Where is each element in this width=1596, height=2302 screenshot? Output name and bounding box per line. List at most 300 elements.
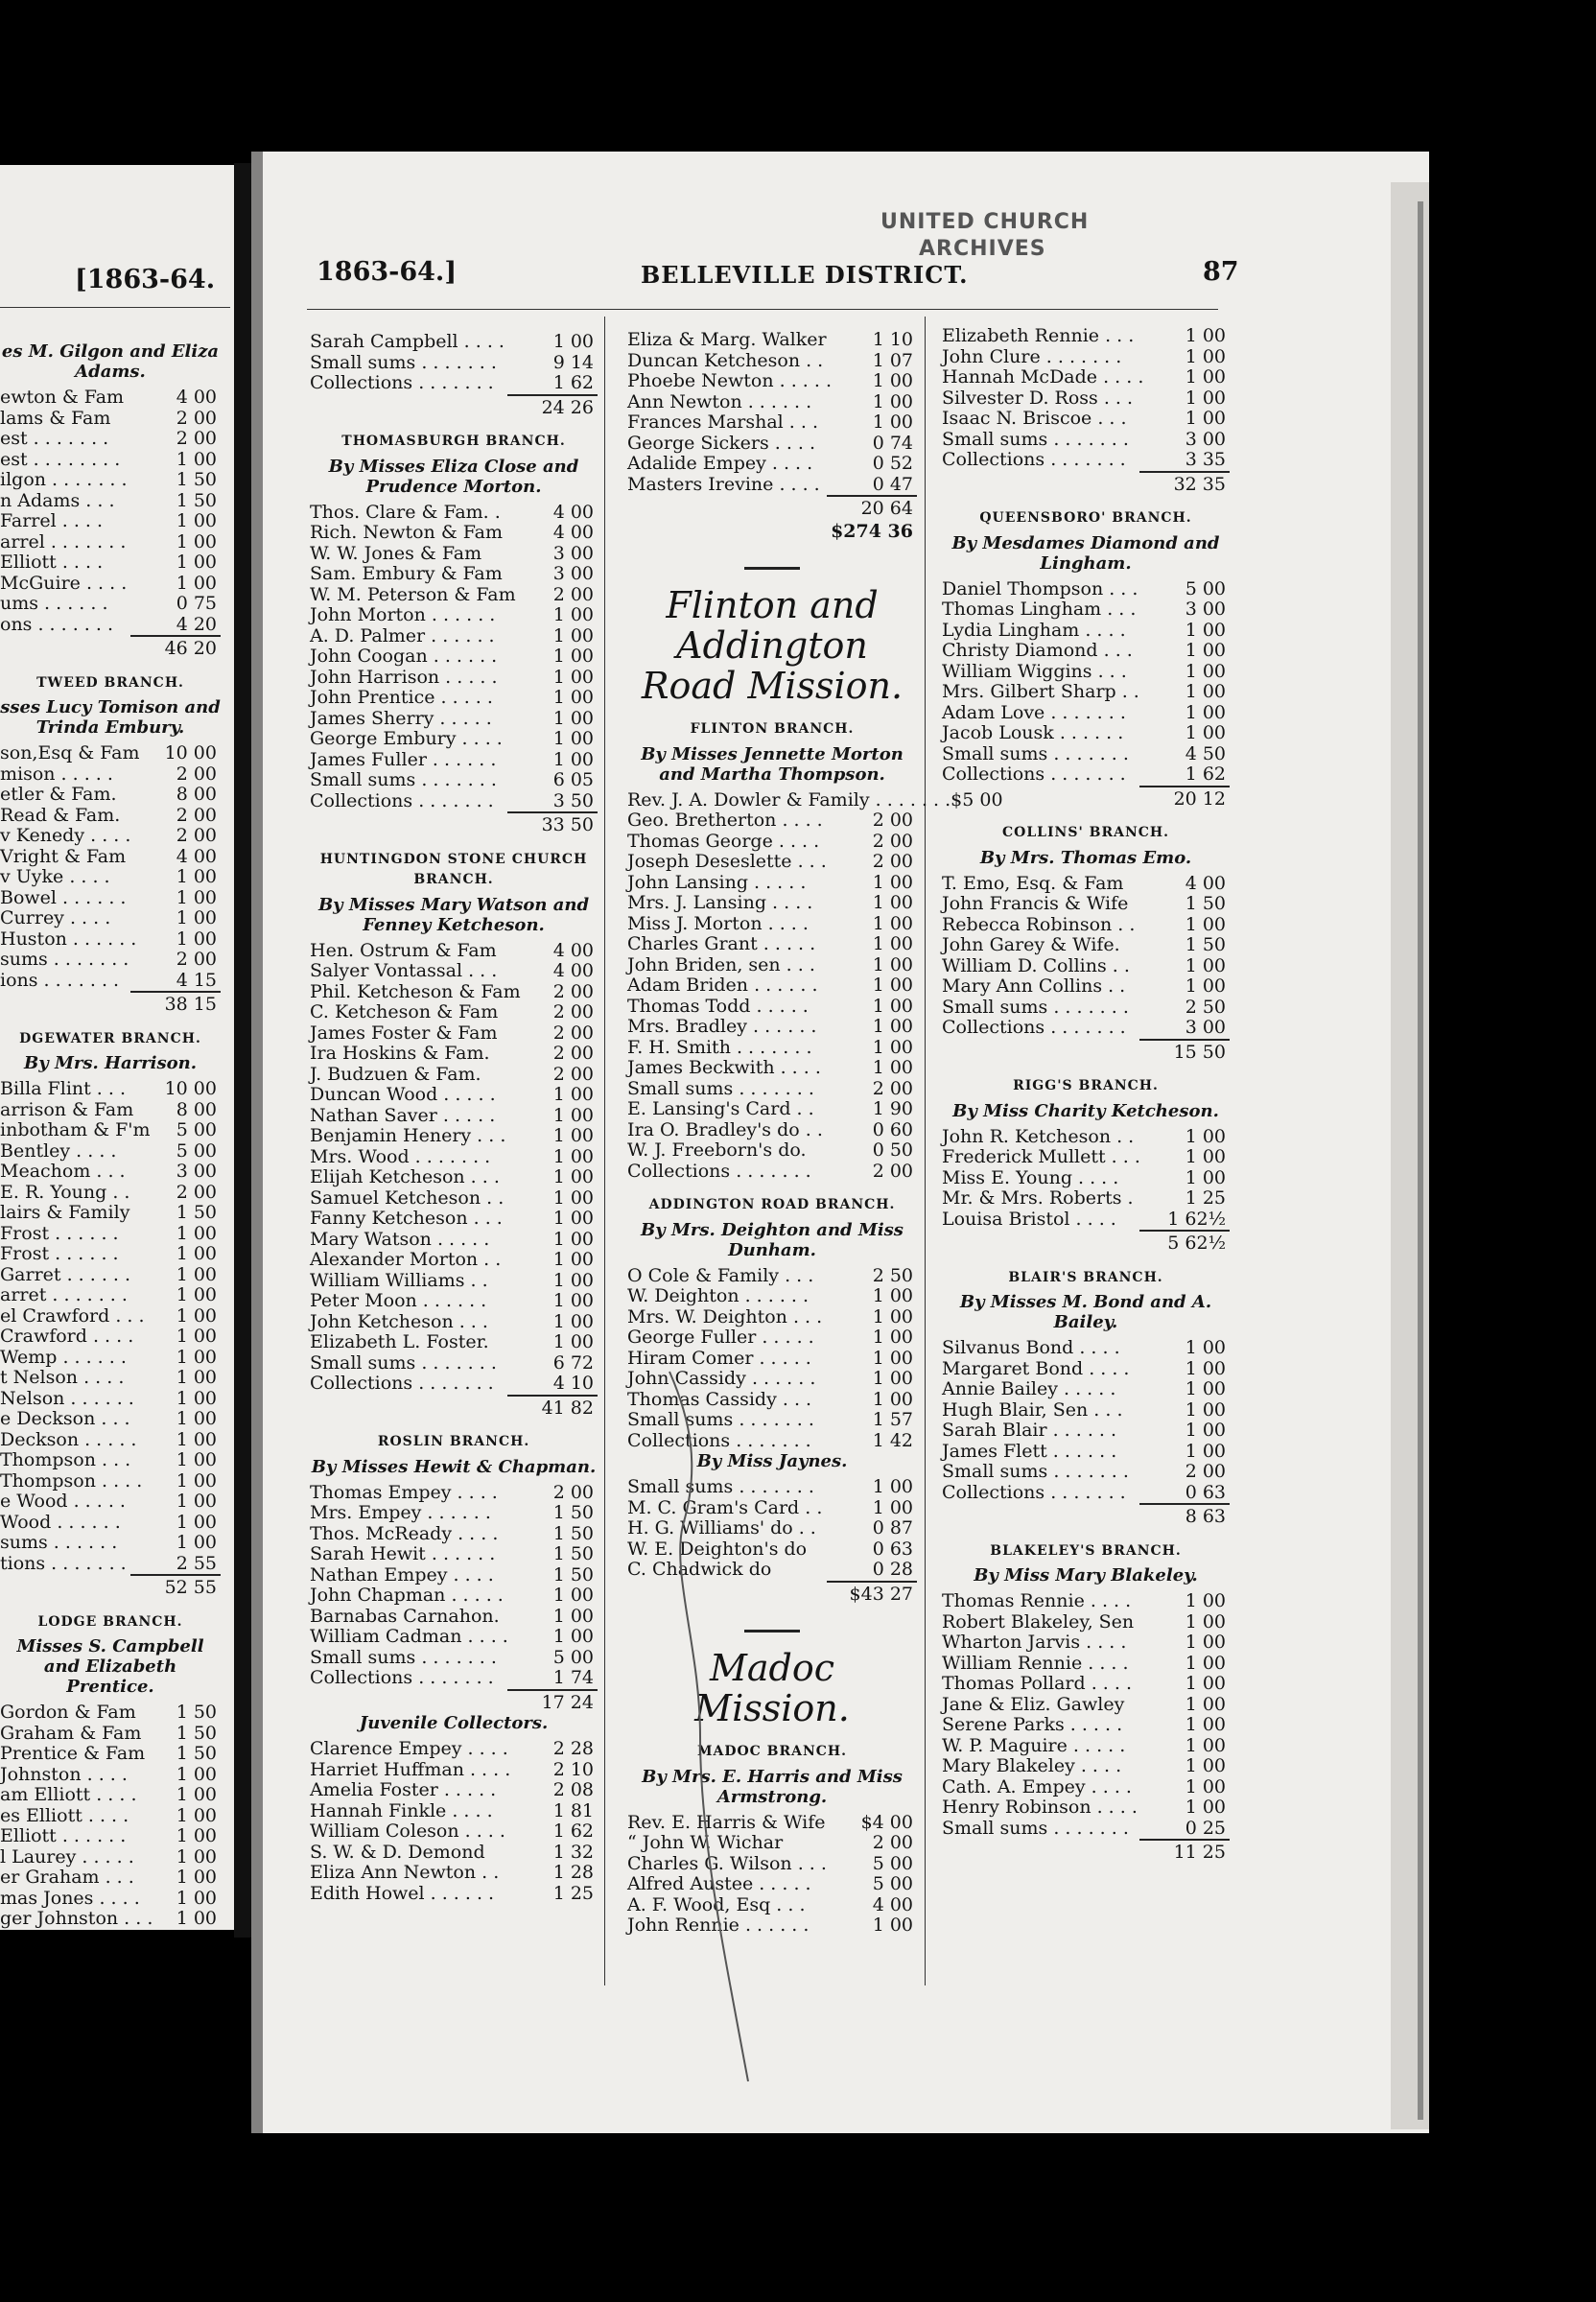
contribution-amount: $4 00	[860, 1811, 913, 1833]
contributor-name: James Foster & Fam	[310, 1022, 498, 1044]
contribution-row	[0, 1100, 221, 1121]
contributor-name: Thomas Empey . . . .	[310, 1481, 498, 1503]
contribution-row	[0, 1889, 221, 1910]
contribution-amount: 1 00	[552, 624, 594, 646]
contributor-name: Mrs. Empey . . . . . .	[310, 1502, 491, 1523]
running-header-year: 1863-64.]	[317, 257, 458, 287]
contribution-amount: 1 00	[872, 370, 913, 391]
contributor-name: Ira O. Bradley's do . .	[627, 1118, 823, 1140]
contribution-row	[627, 852, 917, 873]
contribution-amount: 1 00	[176, 886, 217, 908]
contributor-name: Mary Watson . . . . .	[310, 1228, 490, 1250]
contribution-row	[942, 347, 1230, 368]
contributor-name: sums . . . . . .	[0, 1532, 118, 1553]
contribution-amount: 1 57	[872, 1409, 913, 1430]
contributor-name: Edith Howel . . . . . .	[310, 1882, 495, 1904]
contribution-row	[0, 1909, 221, 1930]
contributor-name: Jane & Eliz. Gawley	[942, 1693, 1125, 1715]
contribution-amount: 3 00	[1185, 428, 1226, 450]
contributor-name: ums . . . . . .	[0, 593, 108, 614]
contributor-name: lairs & Family	[0, 1202, 130, 1223]
contributor-name: es Elliott . . . .	[0, 1804, 129, 1826]
branch-heading: QUEENSBORO' BRANCH.	[979, 510, 1192, 526]
contributor-name: ions . . . . . . .	[0, 969, 120, 991]
contribution-row	[942, 998, 1230, 1019]
contributor-name: Geo. Bretherton . . . .	[627, 810, 823, 831]
contribution-amount: 1 00	[176, 1511, 217, 1533]
contributor-name: Charles Grant . . . . .	[627, 933, 816, 954]
contribution-amount: 1 00	[552, 1310, 594, 1332]
contribution-amount: 1 00	[176, 1387, 217, 1409]
contribution-amount: 0 47	[872, 473, 913, 495]
contributor-name: son,Esq & Fam	[0, 742, 140, 763]
contributor-name: er Graham . . .	[0, 1867, 134, 1888]
contribution-row	[310, 1739, 598, 1760]
contribution-row	[942, 430, 1230, 451]
page-gutter-shadow	[251, 152, 263, 2133]
contribution-amount: 1 00	[176, 866, 217, 887]
contribution-row	[942, 367, 1230, 388]
contributor-name: Miss E. Young . . . .	[942, 1166, 1119, 1188]
total-amount: 52 55	[130, 1574, 221, 1599]
contribution-amount: 1 00	[176, 1243, 217, 1264]
contribution-row	[627, 810, 917, 832]
contribution-amount: 8 00	[176, 784, 217, 805]
contributor-name: Collections . . . . . . .	[627, 1429, 811, 1451]
contribution-amount: 0 63	[872, 1538, 913, 1560]
contribution-amount: 2 00	[176, 428, 217, 449]
contribution-row	[942, 1359, 1230, 1380]
contribution-amount: 4 00	[552, 501, 594, 523]
contributor-name: Silvester D. Ross . . .	[942, 387, 1134, 409]
contributor-name: Silvanus Bond . . . .	[942, 1337, 1120, 1358]
contribution-row	[0, 511, 221, 532]
contribution-amount: 1 62	[552, 372, 594, 393]
contributor-name: M. C. Gram's Card . .	[627, 1496, 823, 1518]
contribution-amount: 10 00	[164, 1078, 217, 1099]
contribution-row	[310, 982, 598, 1003]
contribution-row	[310, 1065, 598, 1086]
contributor-name: Collections . . . . . . .	[942, 1017, 1126, 1038]
contributor-name: John Francis & Wife	[942, 893, 1129, 914]
contributor-name: Hugh Blair, Sen . . .	[942, 1398, 1123, 1421]
contribution-row	[627, 788, 1003, 811]
contribution-amount: 1 00	[1185, 1797, 1226, 1818]
contribution-row	[310, 1801, 598, 1822]
contribution-row	[0, 929, 221, 951]
contributor-name: Hannah McDade . . . .	[942, 366, 1144, 388]
contribution-row	[627, 997, 917, 1018]
contribution-amount: 1 00	[552, 1208, 594, 1229]
contribution-row	[942, 1188, 1230, 1210]
contribution-amount: 4 10	[552, 1373, 594, 1394]
pencil-mark	[662, 1333, 777, 2101]
contributor-name: Hannah Finkle . . . .	[310, 1799, 493, 1821]
contribution-amount: 1 50	[176, 469, 217, 490]
contribution-amount: 1 00	[552, 687, 594, 708]
book-spine	[234, 163, 251, 1938]
contribution-amount: 1 00	[176, 1532, 217, 1553]
contribution-amount: 1 00	[1185, 1420, 1226, 1441]
contributor-name: Nathan Saver . . . . .	[310, 1104, 496, 1126]
contributor-name: Mrs. Wood . . . . . . .	[310, 1145, 491, 1167]
contribution-row	[0, 615, 221, 636]
contribution-row	[942, 915, 1230, 936]
contributor-name: Thomas Todd . . . . .	[627, 995, 809, 1017]
section-divider	[744, 567, 800, 570]
contribution-row	[0, 1183, 221, 1204]
contribution-amount: 4 00	[552, 939, 594, 961]
contributor-name: Hiram Comer . . . . .	[627, 1347, 811, 1369]
contribution-amount: 2 00	[552, 1481, 594, 1503]
contribution-row	[310, 1648, 598, 1669]
contribution-amount: 1 00	[1185, 325, 1226, 346]
contribution-row	[310, 1780, 598, 1801]
contribution-amount: 1 00	[1185, 1166, 1226, 1188]
contributor-name: arret . . . . . . .	[0, 1284, 128, 1305]
contribution-row	[0, 1513, 221, 1534]
contribution-amount: 2 00	[552, 583, 594, 605]
contributor-name: Lydia Lingham . . . .	[942, 619, 1126, 641]
contributor-name: Jacob Lousk . . . . . .	[942, 722, 1124, 743]
contribution-amount: 1 00	[872, 1368, 913, 1389]
contribution-amount: 0 52	[872, 453, 913, 474]
contribution-amount: 1 00	[176, 1284, 217, 1305]
contribution-amount: 2 00	[872, 1160, 913, 1182]
contribution-amount: 2 00	[1185, 1461, 1226, 1482]
contribution-amount: 1 00	[1185, 1652, 1226, 1674]
contribution-row	[310, 1085, 598, 1106]
collectors-line: By Mrs. E. Harris and Miss Armstrong.	[642, 1766, 903, 1807]
contribution-amount: 1 00	[1185, 366, 1226, 388]
contribution-row	[0, 1554, 221, 1575]
contributor-name: v Uyke . . . .	[0, 866, 110, 887]
contribution-amount: 1 32	[552, 1841, 594, 1863]
contribution-row	[310, 1565, 598, 1586]
contribution-row	[310, 770, 598, 791]
contribution-row	[0, 908, 221, 929]
contributor-name: W. Deighton . . . . . .	[627, 1285, 810, 1306]
column-rule-1	[604, 317, 605, 1985]
contribution-row	[0, 450, 221, 471]
page-edge-line	[1418, 201, 1423, 2120]
contribution-amount: 5 00	[872, 1873, 913, 1894]
contribution-amount: 1 00	[872, 1388, 913, 1410]
contributor-name: H. G. Williams' do . .	[627, 1517, 816, 1539]
contributor-name: James Beckwith . . . .	[627, 1057, 821, 1078]
collectors-line: By Mrs. Thomas Emo.	[979, 847, 1192, 868]
contribution-amount: 4 20	[176, 613, 217, 635]
contribution-row	[310, 544, 598, 565]
contribution-amount: 8 00	[176, 1098, 217, 1120]
section-total	[310, 394, 598, 419]
contribution-amount: 1 00	[872, 995, 913, 1017]
contributor-name: Small sums . . . . . . .	[627, 1409, 814, 1430]
contribution-row	[0, 574, 221, 595]
contribution-row	[627, 1017, 917, 1038]
contributor-name: James Fuller . . . . . .	[310, 748, 497, 770]
contribution-amount: 1 25	[552, 1882, 594, 1904]
contribution-row	[942, 1127, 1230, 1148]
contribution-row	[942, 976, 1230, 998]
contribution-amount: 1 00	[552, 1166, 594, 1187]
contribution-amount: 1 00	[552, 1228, 594, 1250]
collectors-line: By Miss Charity Ketcheson.	[952, 1100, 1219, 1121]
contributor-name: William Coleson . . . .	[310, 1820, 505, 1842]
contributor-name: Wemp . . . . . .	[0, 1346, 127, 1368]
contribution-amount: 4 15	[176, 969, 217, 991]
contribution-amount: 1 00	[1185, 1775, 1226, 1797]
total-amount: 46 20	[130, 635, 221, 660]
contribution-amount: 3 35	[1185, 449, 1226, 470]
contribution-amount: 1 00	[176, 530, 217, 552]
branch-heading: MADOC BRANCH.	[696, 1744, 848, 1759]
contribution-amount: 2 00	[552, 1043, 594, 1064]
contribution-amount: 1 00	[872, 933, 913, 954]
contribution-row	[310, 605, 598, 626]
contributor-name: William Rennie . . . .	[942, 1652, 1129, 1674]
contributor-name: Thomas Lingham . . .	[942, 599, 1137, 620]
contribution-amount: 1 10	[872, 329, 913, 350]
contributor-name: etler & Fam.	[0, 784, 117, 805]
contribution-amount: 0 63	[1185, 1481, 1226, 1503]
contributor-name: Elijah Ketcheson . . .	[310, 1166, 500, 1187]
contribution-row	[310, 1312, 598, 1333]
branch-heading: ROSLIN BRANCH.	[377, 1434, 530, 1449]
contribution-amount: 1 28	[552, 1862, 594, 1883]
contribution-amount: 1 00	[1185, 1714, 1226, 1735]
contribution-amount: 2 00	[552, 1001, 594, 1022]
contributor-name: John Harrison . . . . .	[310, 666, 498, 688]
contribution-amount: 10 00	[164, 742, 217, 763]
contribution-amount: 1 50	[552, 1563, 594, 1586]
mission-title: Flinton and Addington Road Mission.	[641, 584, 904, 707]
contributor-name: Mary Blakeley . . . .	[942, 1755, 1122, 1776]
contributor-name: sums . . . . . . .	[0, 949, 129, 970]
contributor-name: Small sums . . . . . . .	[942, 1817, 1129, 1839]
contribution-row	[310, 1353, 598, 1374]
collectors-line: es M. Gilgon and Eliza Adams.	[1, 341, 220, 382]
contribution-amount: 1 00	[1185, 1357, 1226, 1379]
collectors-line: By Misses Hewit & Chapman.	[311, 1456, 597, 1477]
contribution-row	[942, 894, 1230, 915]
total-amount: $43 27	[827, 1581, 917, 1606]
contribution-amount: 1 00	[1185, 1693, 1226, 1715]
contribution-amount: 3 00	[1185, 599, 1226, 620]
contribution-row	[942, 874, 1230, 895]
contribution-row	[0, 1285, 221, 1306]
contribution-row	[627, 873, 917, 894]
contribution-amount: 1 00	[1185, 1632, 1226, 1653]
contribution-row	[0, 1765, 221, 1786]
contribution-row	[310, 1250, 598, 1271]
contributor-name: John Prentice . . . . .	[310, 687, 493, 708]
contribution-row	[942, 599, 1230, 621]
collectors-line: Misses S. Campbell and Elizabeth Prentice.	[16, 1636, 204, 1697]
contributor-name: J. Budzuen & Fam.	[310, 1063, 481, 1085]
contribution-row	[942, 1400, 1230, 1421]
contribution-amount: 1 00	[552, 1084, 594, 1105]
contribution-amount: 1 00	[872, 390, 913, 412]
contribution-amount: 1 00	[552, 1585, 594, 1606]
contribution-row	[0, 806, 221, 827]
total-amount: 41 82	[507, 1395, 598, 1420]
contribution-row	[310, 1483, 598, 1504]
contributor-name: “ John W. Wichar	[627, 1832, 784, 1853]
contribution-row	[942, 1777, 1230, 1798]
stamp-line-2: ARCHIVES	[919, 237, 1046, 261]
contribution-amount: 1 00	[552, 1626, 594, 1647]
contributor-name: John R. Ketcheson . .	[942, 1125, 1135, 1147]
contribution-row	[310, 1230, 598, 1251]
contributor-name: Small sums . . . . . . .	[942, 1461, 1129, 1482]
contribution-amount: 1 00	[872, 411, 913, 433]
branch-heading: DGEWATER BRANCH.	[19, 1030, 201, 1046]
contributor-name: Nathan Empey . . . .	[310, 1563, 494, 1586]
contribution-amount: 1 00	[176, 1908, 217, 1929]
contribution-row	[942, 409, 1230, 430]
contributor-name: A. F. Wood, Esq . . .	[627, 1893, 806, 1915]
contributor-name: Serene Parks . . . . .	[942, 1714, 1123, 1735]
contribution-row	[0, 388, 221, 409]
contribution-row	[942, 1736, 1230, 1757]
contributor-name: A. D. Palmer . . . . . .	[310, 624, 495, 646]
contributor-name: Adam Love . . . . . . .	[942, 701, 1126, 723]
contribution-row	[942, 1654, 1230, 1675]
contributor-name: Thomas George . . . .	[627, 830, 820, 852]
contribution-row	[0, 1079, 221, 1100]
contribution-amount: 1 00	[552, 666, 594, 688]
contributor-name: Elizabeth Rennie . . .	[942, 325, 1135, 346]
contribution-row	[942, 1756, 1230, 1777]
contribution-amount: 1 00	[176, 1449, 217, 1470]
contribution-row	[310, 564, 598, 585]
contributor-name: Thos. McReady . . . .	[310, 1522, 499, 1544]
contributor-name: Collections . . . . . . .	[310, 1373, 494, 1394]
total-amount: 17 24	[507, 1689, 598, 1714]
contribution-row	[0, 1744, 221, 1765]
contribution-row	[627, 351, 917, 372]
contribution-row	[0, 1430, 221, 1451]
contribution-row	[942, 1797, 1230, 1819]
contribution-row	[627, 392, 917, 413]
contribution-row	[942, 641, 1230, 662]
contribution-row	[942, 764, 1230, 786]
contribution-row	[310, 668, 598, 689]
contribution-amount: 1 50	[176, 1202, 217, 1223]
contributor-name: Rev. J. A. Dowler & Family . . . . . . .	[627, 788, 951, 810]
contribution-row	[0, 1244, 221, 1265]
contribution-row	[310, 1586, 598, 1607]
contribution-amount: 1 00	[1185, 1378, 1226, 1399]
contribution-amount: 1 00	[1185, 1673, 1226, 1694]
contribution-amount: 1 00	[1185, 1610, 1226, 1633]
column-rule-2	[925, 317, 926, 1985]
contribution-amount: 1 00	[1185, 913, 1226, 935]
collectors-line: By Miss Mary Blakeley.	[974, 1565, 1198, 1586]
contribution-amount: 2 00	[176, 949, 217, 970]
contribution-amount: 1 00	[872, 1305, 913, 1327]
contributor-name: Joseph Deseslette . . .	[627, 851, 827, 872]
contribution-row	[0, 429, 221, 450]
contributor-name: Harriet Huffman . . . .	[310, 1758, 511, 1780]
contributor-name: Graham & Fam	[0, 1722, 142, 1744]
contribution-amount: 1 00	[552, 707, 594, 729]
contributor-name: John Cassidy . . . . . .	[627, 1368, 816, 1389]
contribution-amount: 1 00	[176, 907, 217, 928]
contribution-row	[310, 1147, 598, 1168]
collectors-line: By Mesdames Diamond and Lingham.	[951, 532, 1220, 574]
contribution-row	[310, 1760, 598, 1781]
contributor-name: James Flett . . . . . .	[942, 1440, 1117, 1462]
contributor-name: Duncan Ketcheson . .	[627, 349, 824, 371]
contribution-row	[627, 955, 917, 976]
contribution-amount: 3 00	[1185, 1017, 1226, 1038]
contributor-name: Thomas Pollard . . . .	[942, 1673, 1132, 1694]
contribution-amount: 1 00	[1185, 619, 1226, 641]
contributor-name: Johnston . . . .	[0, 1763, 128, 1785]
contribution-row	[0, 1785, 221, 1806]
contribution-row	[0, 1492, 221, 1513]
contribution-row	[942, 579, 1230, 600]
contribution-row	[627, 371, 917, 392]
contribution-amount: 4 00	[176, 845, 217, 867]
contribution-row	[310, 1106, 598, 1127]
contribution-row	[942, 1442, 1230, 1463]
contributor-name: William Wiggins . . .	[942, 660, 1127, 682]
contributor-name: Daniel Thompson . . .	[942, 577, 1138, 599]
contribution-amount: 0 87	[872, 1517, 913, 1539]
contribution-row	[942, 1633, 1230, 1654]
branch-heading: BLAKELEY'S BRANCH.	[990, 1542, 1182, 1559]
section-total	[627, 520, 917, 543]
contribution-row	[0, 552, 221, 574]
contribution-amount: 1 00	[872, 1914, 913, 1936]
contributor-name: Meachom . . .	[0, 1161, 126, 1182]
contribution-row	[942, 682, 1230, 703]
branch-heading: BLAIR'S BRANCH.	[1008, 1269, 1163, 1285]
contribution-row	[310, 626, 598, 647]
contribution-row	[310, 791, 598, 812]
contribution-row	[627, 330, 917, 351]
contribution-row	[0, 491, 221, 512]
collectors-line: Juvenile Collectors.	[359, 1713, 549, 1733]
contributor-name: arrison & Fam	[0, 1098, 134, 1120]
left-page-header: [1863-64.	[75, 265, 216, 294]
contribution-amount: 1 00	[872, 892, 913, 913]
branch-heading: LODGE BRANCH.	[37, 1613, 183, 1630]
contributor-name: Small sums . . . . . . .	[627, 1077, 814, 1099]
contribution-row	[0, 1327, 221, 1348]
contributor-name: Louisa Bristol . . . .	[942, 1208, 1116, 1230]
contribution-row	[310, 1607, 598, 1628]
contribution-row	[942, 956, 1230, 977]
contribution-amount: 5 00	[1185, 577, 1226, 599]
contribution-row	[627, 1266, 917, 1287]
contributor-name: W. M. Peterson & Fam	[310, 583, 516, 605]
contribution-amount: 1 00	[872, 953, 913, 975]
contribution-amount: 0 60	[872, 1118, 913, 1140]
contribution-row	[0, 1141, 221, 1163]
contributor-name: Wood . . . . . .	[0, 1511, 121, 1533]
contribution-row	[942, 1674, 1230, 1695]
contribution-amount: 2 00	[872, 1832, 913, 1853]
section-total	[627, 495, 917, 520]
contributor-name: n Adams . . .	[0, 489, 115, 511]
contributor-name: John Garey & Wife.	[942, 934, 1120, 955]
contribution-amount: 1 00	[872, 1476, 913, 1497]
contribution-amount: 2 00	[872, 810, 913, 831]
